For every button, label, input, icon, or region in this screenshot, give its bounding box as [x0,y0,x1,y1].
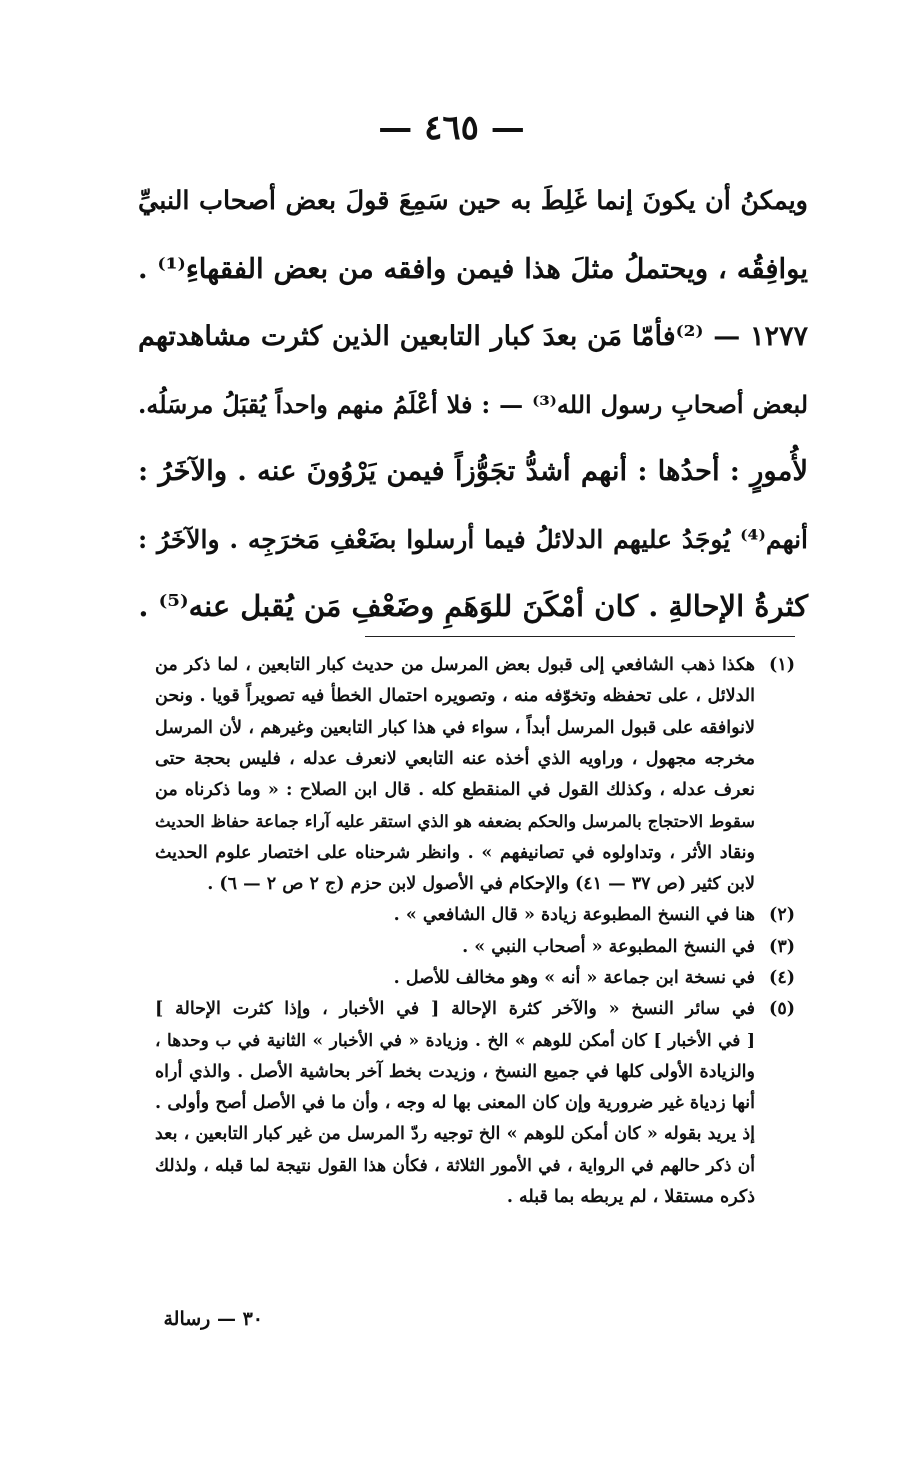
footnote-line: في النسخ المطبوعة « أصحاب النبي » . [462,936,755,957]
footnote-line: مخرجه مجهول ، وراويه الذي أخذه عنه التابعي لانعرف عدله ، فليس بحجة حتى [155,748,755,769]
footnote-line: لانوافقه على قبول المرسل أبداً ، سواء في هذا كبار التابعين وغيرهم ، لأن المرسل [155,717,755,738]
main-text [138,168,808,641]
footnote [155,900,795,931]
footnote-line: أن ذكر حالهم في الرواية ، في الأمور الثلاثة ، فكأن هذا القول نتيجة لما قبله ، ولذلك [155,1155,755,1176]
footnote-number: (١) [769,655,795,675]
footnote-number: (٥) [769,999,795,1020]
footnote-line: نعرف عدله ، وكذلك القول في المنقطع كله . قال ابن الصلاح : « وما ذكرناه من [155,780,755,801]
footnote-line: أنها زدياة غير ضرورية وإن كان المعنى بها له وجه ، وأن ما في الأصل أصح وأولى . [155,1093,755,1114]
main-text-line: أنهم⁽⁴⁾ يُوجَدُ عليهم الدلائلُ فيما أرسلوا بضَعْفِ مَخرَجِه . والآخَرُ : [138,524,808,554]
footnote-number: (٣) [769,936,795,957]
footnote [155,932,795,963]
footnote-number: (٢) [769,905,795,926]
main-text-line: ويمكنُ أن يكونَ إنما غَلِطَ به حين سَمِعَ قولَ بعض أصحاب النبيِّ [138,186,808,216]
footnote-line: إذ يريد بقوله « كان أمكن للوهم » الخ توجيه ردّ المرسل من غير كبار التابعين ، بعد [155,1124,755,1145]
footnote-line: الدلائل ، على تحفظه وتخوّفه منه ، وتصويره احتمال الخطأ فيه تصويراً قويا . ونحن [155,686,755,707]
footnote-line: ذكره مستقلا ، لم يربطه بما قبله . [506,1187,755,1208]
footnote-line: في سائر النسخ « والآخر كثرة الإحالة [ في الأخبار ، وإذا كثرت الإحالة ] [155,999,755,1020]
footnote-line: لابن كثير (ص ٣٧ — ٤١) والإحكام في الأصول لابن حزم (ج ٢ ص ٢ — ٦) . [207,874,755,895]
footnote-line: ونقاد الأثر ، وتداولوه في تصانيفهم » . وانظر شرحناه على اختصار علوم الحديث [155,842,755,863]
footnote-number: (٤) [769,967,795,988]
page-number: — ٤٦٥ — [378,108,525,148]
footnote-line: [ في الأخبار ] كان أمكن للوهم » الخ . وزيادة « في الأخبار » الثانية في ب وحدها ، [155,1030,755,1051]
footnote-line: هنا في النسخ المطبوعة زيادة « قال الشافعي » . [393,905,755,926]
footnote-line: هكذا ذهب الشافعي إلى قبول بعض المرسل من حديث كبار التابعين ، لما ذكر من [155,655,755,675]
main-text-line: يوافِقُه ، ويحتملُ مثلَ هذا فيمن وافقه من بعض الفقهاءِ⁽¹⁾ . [138,252,808,285]
footnote-line: والزيادة الأولى كلها في جميع النسخ ، وزيدت بخط آخر بحاشية الأصل . والذي أراه [155,1061,755,1082]
footnote-line: سقوط الاحتجاج بالمرسل والحكم بضعفه هو الذي استقر عليه آراء جماعة حفاظ الحديث [155,812,755,832]
footnote [155,963,795,994]
main-text-line: كثرةُ الإحالةِ . كان أمْكَنَ للوَهَمِ وضَعْفِ مَن يُقبل عنه⁽⁵⁾ . [138,589,808,623]
main-text-line: لأُمورٍ : أحدُها : أنهم أشدُّ تجَوُّزاً فيمن يَرْوُونَ عنه . والآخَرُ : [138,455,808,487]
footnote [155,994,795,1213]
footnote-divider [365,636,795,637]
footnote-line: في نسخة ابن جماعة « أنه » وهو مخالف للأصل . [393,967,755,988]
footnote [155,650,795,900]
signature-mark: ٣٠ — رسالة [163,1308,263,1330]
main-text-line: ١٢٧٧ — ⁽²⁾فأمّا مَن بعدَ كبار التابعين الذين كثرت مشاهدتهم [138,321,809,352]
main-text-line: لبعض أصحابِ رسول الله⁽³⁾ — : فلا أعْلَمُ منهم واحداً يُقبَلُ مرسَلُه. [138,389,809,419]
footnotes [155,650,795,1213]
